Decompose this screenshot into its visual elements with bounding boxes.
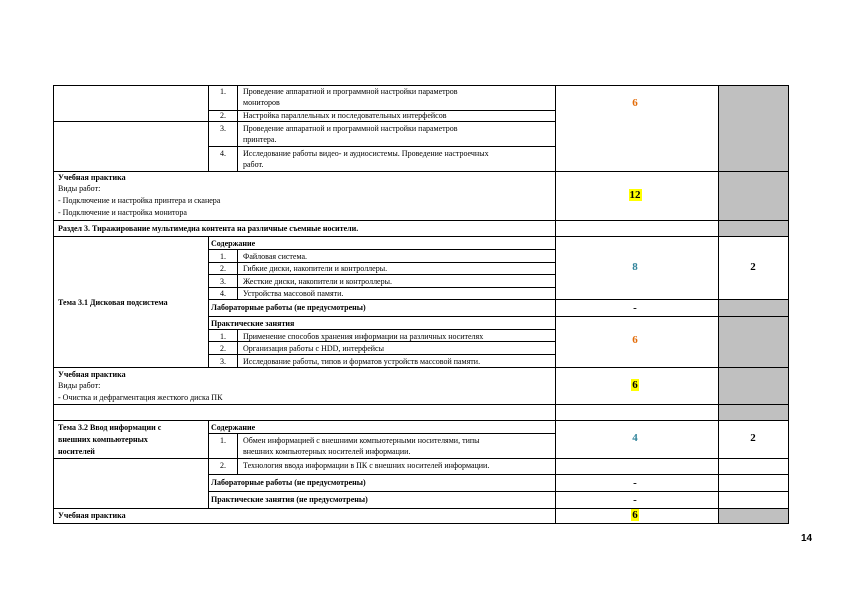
topic-title: Тема 3.2 Ввод информации с (58, 423, 162, 432)
practice-text: Виды работ: (58, 381, 101, 390)
topic-title: носителей (58, 447, 95, 456)
hours-value: 8 (632, 261, 638, 273)
labs-label: Лабораторные работы (не предусмотрены) (211, 303, 366, 312)
row-number: 2. (220, 264, 226, 273)
row-text: Применение способов хранения информации на различных носителях (243, 332, 484, 341)
topic-title: внешних компьютерных (58, 435, 148, 444)
row-text: мониторов (243, 98, 280, 107)
labs-label: Лабораторные работы (не предусмотрены) (211, 478, 366, 487)
gray-cell (718, 404, 788, 420)
hours-value (620, 509, 650, 522)
row-number: 1. (220, 252, 226, 261)
practice-title: Учебная практика (58, 370, 126, 379)
topic-title: Тема 3.1 Дисковая подсистема (58, 298, 168, 307)
content-label: Содержание (211, 239, 256, 248)
row-text: Исследование работы видео- и аудиосистемы. Проведение настроечных (243, 149, 489, 158)
practice-title: Учебная практика (58, 511, 126, 520)
hours-value: 6 (632, 97, 638, 109)
hours-value: 6 (632, 334, 638, 346)
row-number: 3. (220, 124, 226, 133)
gray-cell (718, 299, 788, 404)
practical-label: Практические занятия (не предусмотрены) (211, 495, 368, 504)
practical-hours: - (633, 494, 637, 506)
row-text: Обмен информацией с внешними компьютерными носителями, типы (243, 436, 480, 445)
hours-highlight: 12 (629, 189, 641, 201)
hours-value (620, 189, 650, 202)
practice-text: Виды работ: (58, 184, 101, 193)
practice-text: - Очистка и дефрагментация жесткого диска ПК (58, 393, 223, 402)
content-label: Содержание (211, 423, 256, 432)
section-title: Раздел 3. Тиражирование мультимедиа контента на различные съемные носители. (58, 224, 359, 233)
gray-cell (718, 86, 788, 220)
row-text: Гибкие диски, накопители и контроллеры. (243, 264, 388, 273)
row-number: 2. (220, 461, 226, 470)
row-text: внешних компьютерных носителей информации. (243, 447, 411, 456)
gray-cell (718, 508, 788, 523)
row-number: 3. (220, 357, 226, 366)
row-number: 2. (220, 344, 226, 353)
hours-value: 4 (632, 432, 638, 444)
hours-value (620, 379, 650, 392)
row-text: Файловая система. (243, 252, 308, 261)
labs-hours: - (633, 477, 637, 489)
page-number: 14 (801, 533, 813, 544)
row-number: 3. (220, 277, 226, 286)
row-number: 4. (220, 289, 226, 298)
row-text: работ. (243, 160, 264, 169)
row-text: Проведение аппаратной и программной настройки параметров (243, 87, 458, 96)
labs-hours: - (633, 302, 637, 314)
practical-label: Практические занятия (211, 319, 295, 328)
practice-text: - Подключение и настройка монитора (58, 208, 187, 217)
hours-highlight: 6 (632, 509, 638, 521)
hours-highlight: 6 (632, 379, 638, 391)
row-text: Настройка параллельных и последовательных интерфейсов (243, 111, 447, 120)
row-text: Исследование работы, типов и форматов устройств массовой памяти. (243, 357, 481, 366)
row-text: Организация работы с HDD, интерфейсы (243, 344, 384, 353)
row-text: Жесткие диски, накопители и контроллеры. (243, 277, 392, 286)
row-text: Проведение аппаратной и программной настройки параметров (243, 124, 458, 133)
row-number: 2. (220, 111, 226, 120)
row-number: 1. (220, 332, 226, 341)
row-number: 1. (220, 436, 226, 445)
practice-text: - Подключение и настройка принтера и сканера (58, 196, 221, 205)
level-value: 2 (750, 261, 756, 273)
practice-title: Учебная практика (58, 173, 126, 182)
row-number: 4. (220, 149, 226, 158)
level-value: 2 (750, 432, 756, 444)
gray-cell (718, 220, 788, 236)
row-number: 1. (220, 87, 226, 96)
row-text: принтера. (243, 135, 277, 144)
row-text: Технология ввода информации в ПК с внешних носителей информации. (243, 461, 490, 470)
row-text: Устройства массовой памяти. (243, 289, 344, 298)
